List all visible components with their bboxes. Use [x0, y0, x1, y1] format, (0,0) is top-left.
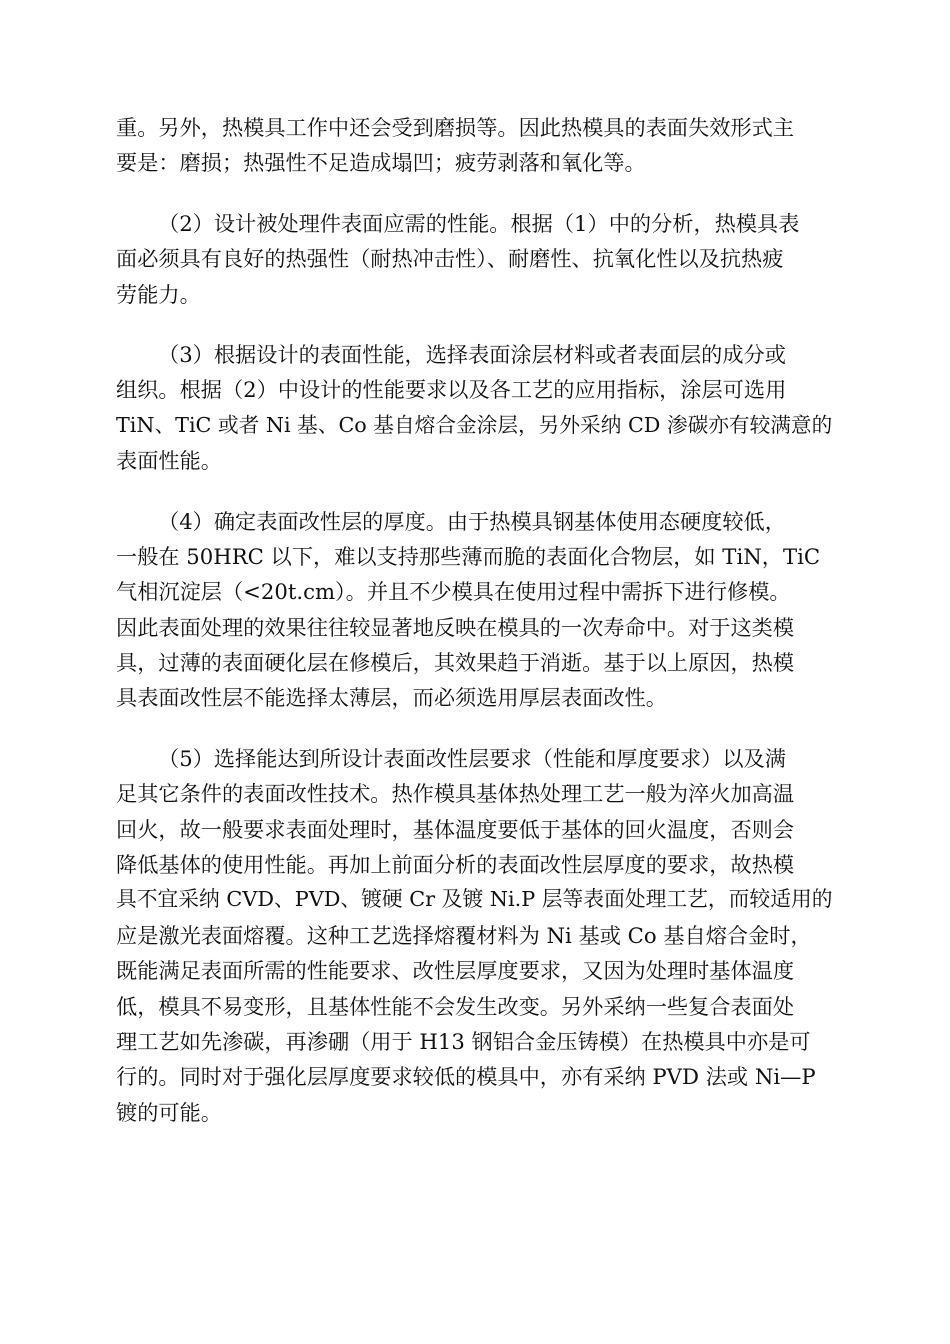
text-line: 具表面改性层不能选择太薄层，而必须选用厚层表面改性。 — [116, 685, 667, 711]
paragraph-step-5 — [116, 741, 836, 1130]
paragraph-step-3 — [116, 337, 836, 479]
text-line: （3）根据设计的表面性能，选择表面涂层材料或者表面层的成分或 — [158, 341, 786, 367]
text-line: 回火，故一般要求表面处理时，基体温度要低于基体的回火温度，否则会 — [116, 816, 795, 842]
text-line: 行的。同时对于强化层厚度要求较低的模具中，亦有采纳 PVD 法或 Ni—P — [116, 1064, 816, 1090]
text-line: 因此表面处理的效果往往较显著地反映在模具的一次寿命中。对于这类模 — [116, 614, 795, 640]
text-line: 应是激光表面熔覆。这种工艺选择熔覆材料为 Ni 基或 Co 基自熔合金时， — [116, 922, 812, 948]
text-line: （5）选择能达到所设计表面改性层要求（性能和厚度要求）以及满 — [158, 745, 786, 771]
text-line: 一般在 50HRC 以下，难以支持那些薄而脆的表面化合物层，如 TiN，TiC — [116, 543, 821, 569]
text-line: 劳能力。 — [116, 281, 201, 307]
text-line: 具不宜采纳 CVD、PVD、镀硬 Cr 及镀 Ni.P 层等表面处理工艺，而较适用的 — [116, 887, 833, 912]
text-line: 要是：磨损；热强性不足造成塌凹；疲劳剥落和氧化等。 — [116, 150, 646, 176]
text-line: 理工艺如先渗碳，再渗硼（用于 H13 钢铝合金压铸模）在热模具中亦是可 — [116, 1028, 811, 1054]
text-line: 气相沉淀层（<20t.cm）。并且不少模具在使用过程中需拆下进行修模。 — [116, 579, 791, 605]
text-line: （4）确定表面改性层的厚度。由于热模具钢基体使用态硬度较低， — [158, 508, 786, 534]
text-line: 面必须具有良好的热强性（耐热冲击性）、耐磨性、抗氧化性以及抗热疲 — [116, 246, 784, 272]
text-line: 重。另外，热模具工作中还会受到磨损等。因此热模具的表面失效形式主 — [116, 115, 795, 140]
text-line: 既能满足表面所需的性能要求、改性层厚度要求，又因为处理时基体温度 — [116, 958, 795, 984]
text-line: （2）设计被处理件表面应需的性能。根据（1）中的分析，热模具表 — [158, 210, 800, 236]
paragraph-failure-modes — [116, 110, 836, 181]
text-line: TiN、TiC 或者 Ni 基、Co 基自熔合金涂层，另外采纳 CD 渗碳亦有较满意的 — [116, 412, 833, 437]
text-line: 低，模具不易变形，且基体性能不会发生改变。另外采纳一些复合表面处 — [116, 993, 795, 1019]
text-line: 降低基体的使用性能。再加上前面分析的表面改性层厚度的要求，故热模 — [116, 852, 795, 878]
paragraph-step-2 — [116, 206, 836, 312]
text-line: 表面性能。 — [116, 448, 222, 474]
text-line: 具，过薄的表面硬化层在修模后，其效果趋于消逝。基于以上原因，热模 — [116, 650, 795, 676]
paragraph-step-4 — [116, 504, 836, 716]
text-line: 足其它条件的表面改性技术。热作模具基体热处理工艺一般为淬火加高温 — [116, 781, 795, 807]
text-line: 镀的可能。 — [116, 1099, 222, 1125]
document-page — [116, 110, 836, 1155]
text-line: 组织。根据（2）中设计的性能要求以及各工艺的应用指标，涂层可选用 — [116, 377, 787, 403]
